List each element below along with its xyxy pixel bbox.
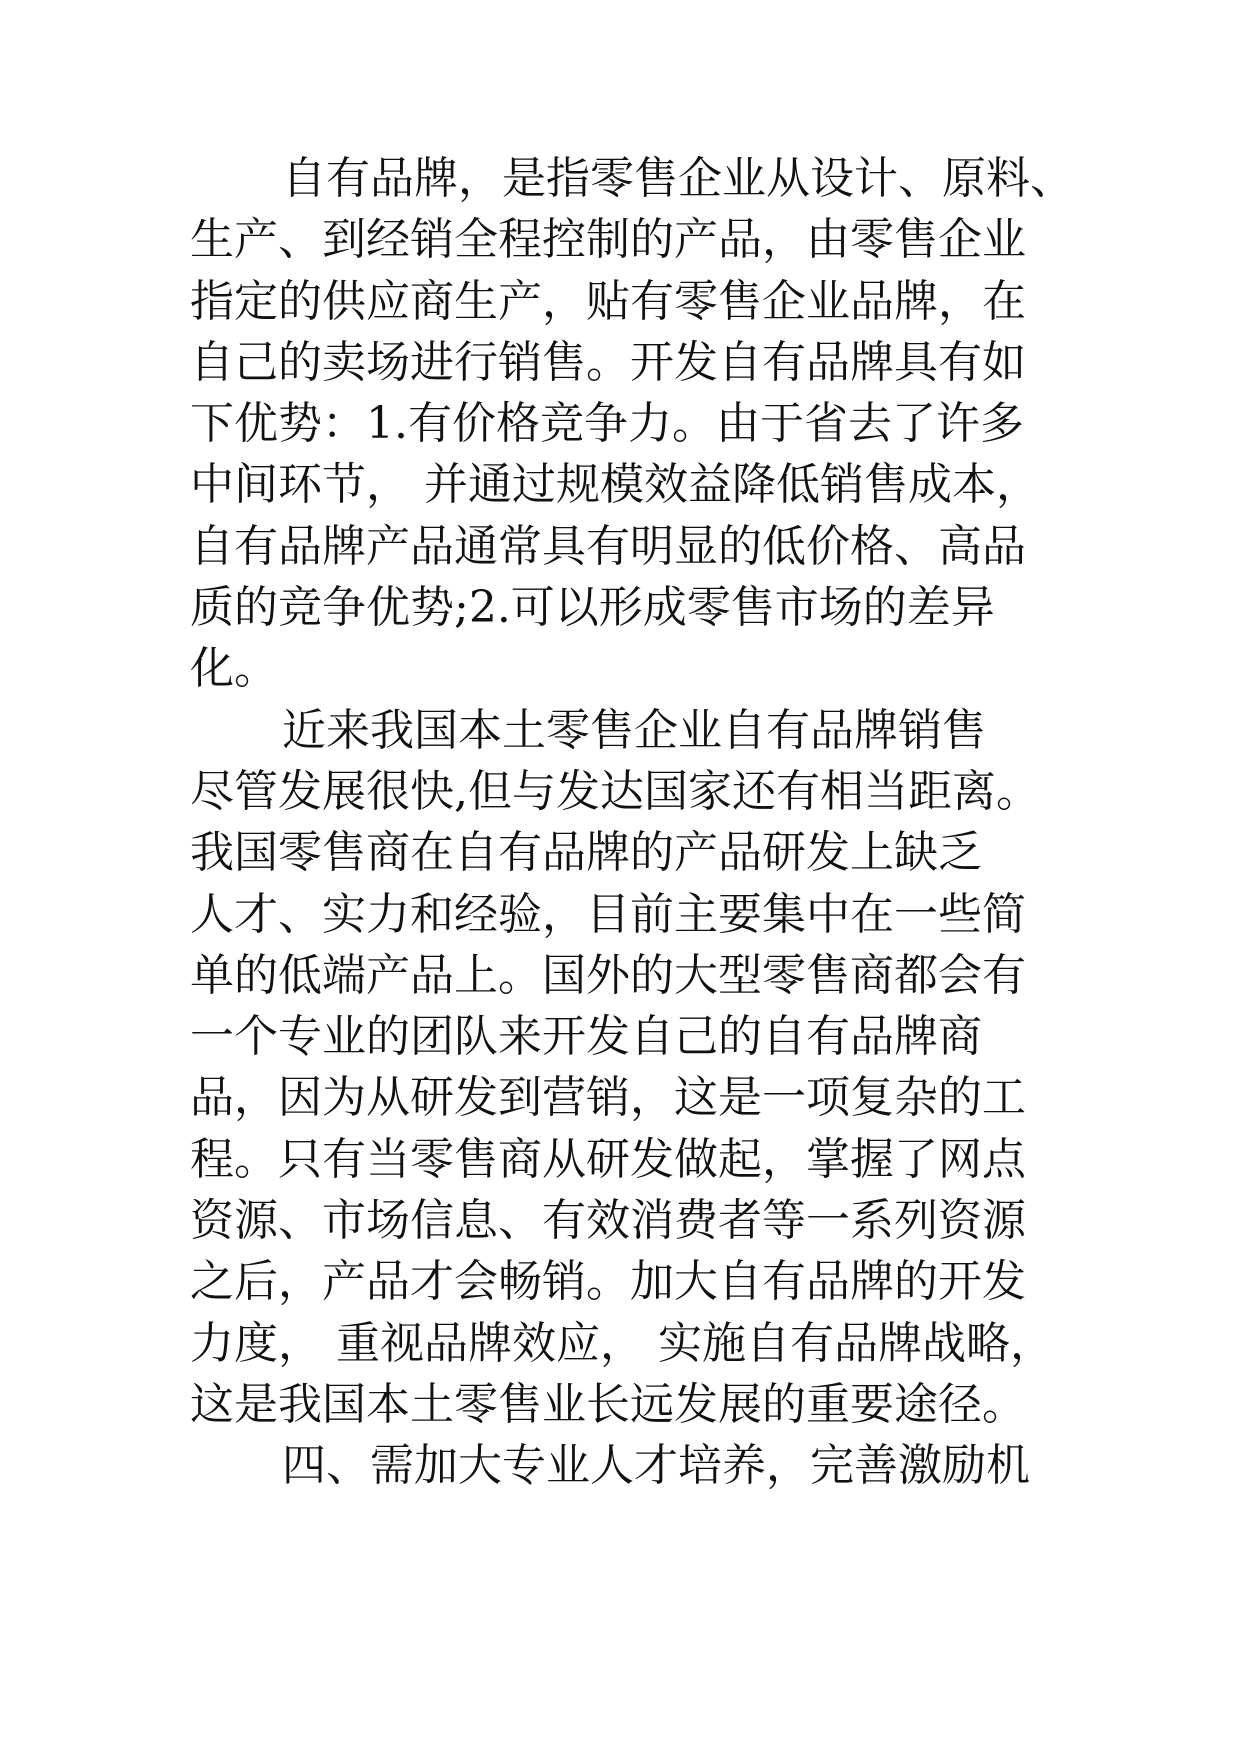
body-text — [190, 148, 1074, 1497]
paragraph-1-line-5: 下优势：1.有价格竞争力。由于省去了许多 — [190, 398, 1024, 450]
paragraph-2-line-9: 资源、市场信息、有效消费者等一系列资源 — [190, 1195, 1026, 1247]
paragraph-2-line-1: 近来我国本土零售企业自有品牌销售 — [282, 704, 986, 756]
paragraph-2-line-7: 品，因为从研发到营销，这是一项复杂的工 — [190, 1072, 1026, 1124]
paragraph-1-line-3: 指定的供应商生产，贴有零售企业品牌，在 — [190, 275, 1026, 327]
paragraph-1-line-7: 自有品牌产品通常具有明显的低价格、高品 — [190, 520, 1026, 572]
paragraph-2-line-12: 这是我国本土零售业长远发展的重要途径。 — [190, 1378, 1026, 1430]
paragraph-1-line-8: 质的竞争优势;2.可以形成零售市场的差异 — [190, 582, 995, 634]
section-heading-line: 四、需加大专业人才培养，完善激励机 — [282, 1440, 1030, 1492]
paragraph-2-line-8: 程。只有当零售商从研发做起，掌握了网点 — [190, 1133, 1026, 1185]
paragraph-1-line-9: 化。 — [190, 643, 278, 695]
paragraph-2-line-3: 我国零售商在自有品牌的产品研发上缺乏 — [190, 827, 982, 879]
paragraph-2-line-6: 一个专业的团队来开发自己的自有品牌商 — [190, 1011, 982, 1063]
paragraph-2-line-11: 力度， 重视品牌效应， 实施自有品牌战略， — [190, 1317, 1054, 1369]
paragraph-1-line-6: 中间环节， 并通过规模效益降低销售成本， — [190, 459, 1040, 511]
paragraph-1-line-2: 生产、到经销全程控制的产品，由零售企业 — [190, 214, 1026, 266]
paragraph-2-line-10: 之后，产品才会畅销。加大自有品牌的开发 — [190, 1256, 1026, 1308]
paragraph-2-line-2: 尽管发展很快,但与发达国家还有相当距离。 — [190, 765, 1040, 817]
paragraph-2-line-4: 人才、实力和经验，目前主要集中在一些简 — [190, 888, 1026, 940]
paragraph-1-line-1: 自有品牌，是指零售企业从设计、原料、 — [282, 153, 1074, 204]
paragraph-2-line-5: 单的低端产品上。国外的大型零售商都会有 — [190, 949, 1026, 1001]
paragraph-1-line-4: 自己的卖场进行销售。开发自有品牌具有如 — [190, 336, 1026, 388]
